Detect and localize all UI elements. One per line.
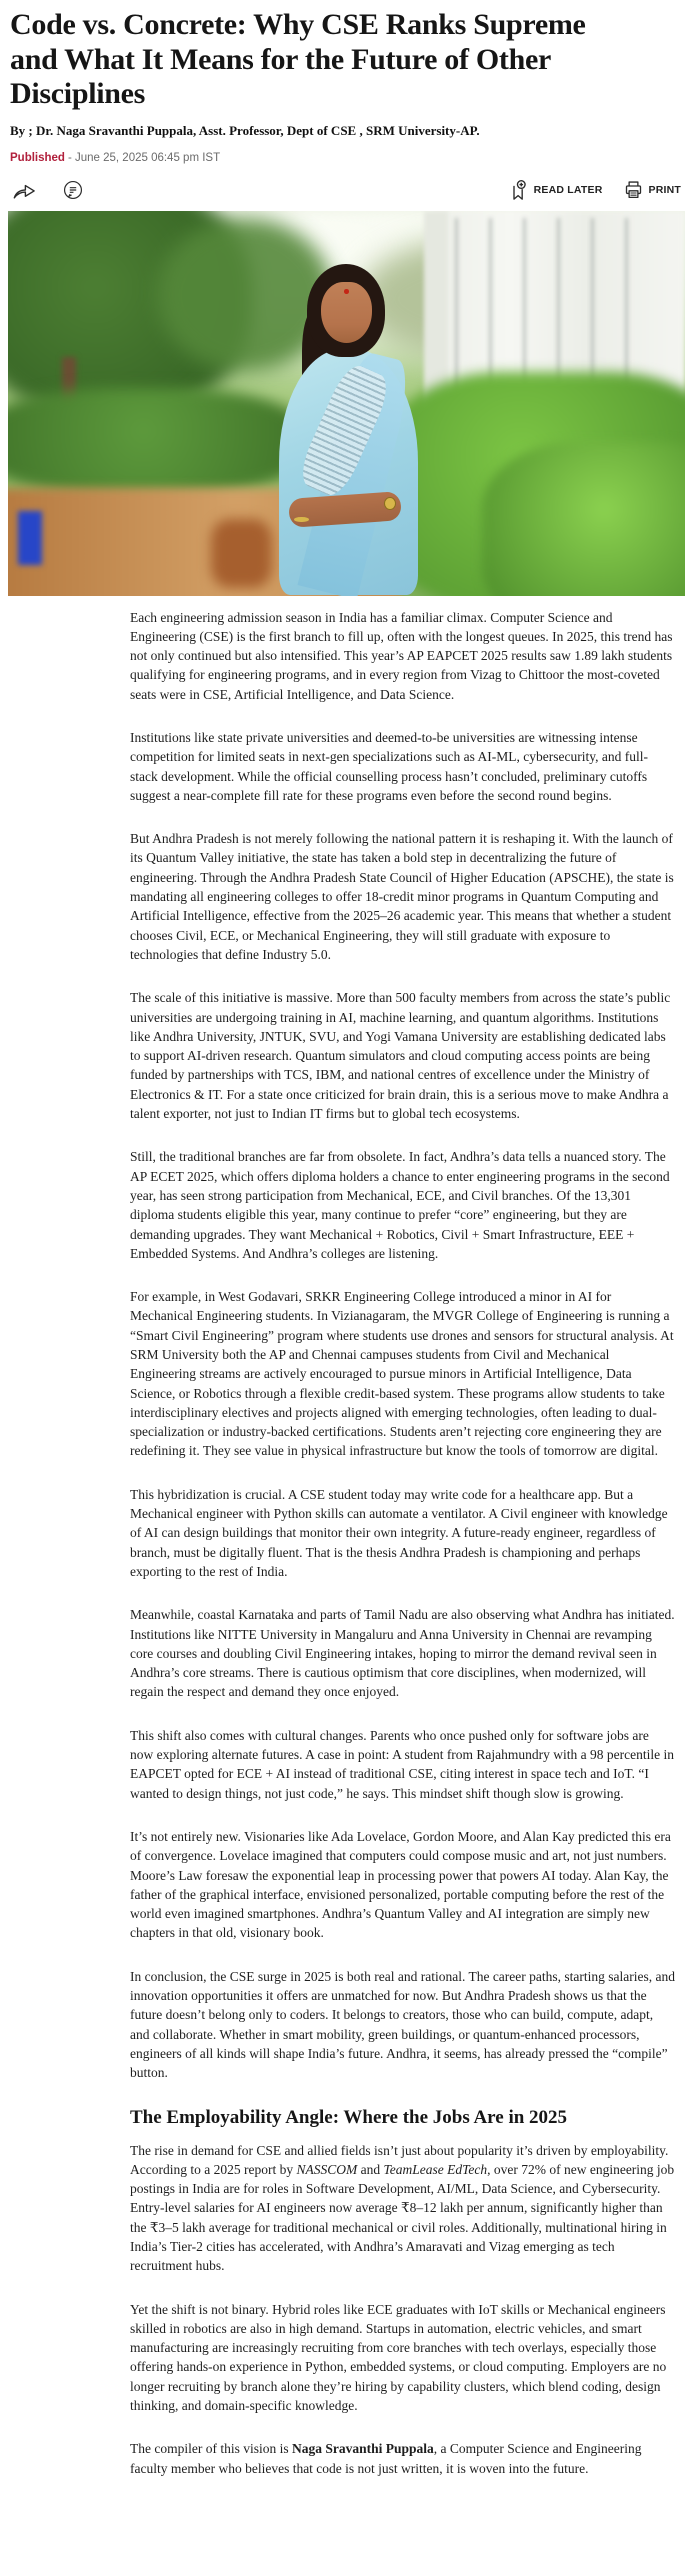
article-paragraph: But Andhra Pradesh is not merely following the national pattern it is reshaping it. With the launch of its Quantum Valley initiative, the state has taken a bold step in decentralizing the future of engineering. Through the Andhra Pradesh State Council of Higher Education (APSCHE), the state is mandating all engineering colleges to offer 18-credit minor programs in Quantum Computing and Artificial Intelligence, effective from the 2025–26 academic year. This means that whether a student chooses Civil, ECE, or Mechanical Engineering, they will still graduate with exposure to technologies that define Industry 5.0. — [130, 831, 674, 962]
share-icon — [12, 179, 36, 201]
bookmark-plus-icon — [509, 179, 529, 201]
printer-icon — [623, 179, 644, 200]
hero-image — [8, 211, 685, 596]
article-paragraphs-after — [130, 2141, 675, 2478]
photo-subject-bangle — [294, 517, 309, 522]
article-paragraph: Meanwhile, coastal Karnataka and parts of Tamil Nadu are also observing what Andhra has initiated. Institutions like NITTE University in Mangaluru and Anna University in Chennai are revamping core courses and doubling Civil Engineering intakes, hoping to mirror the demand revival seen in Andhra’s core streams. There is cautious optimism that core disciplines, when modernized, will regain the respect and demand they once enjoyed. — [130, 1607, 675, 1700]
read-later-button[interactable] — [509, 179, 603, 201]
article-paragraph: The scale of this initiative is massive. More than 500 faculty members from across the state’s public universities are undergoing training in AI, machine learning, and quantum algorithms. Institutions like Andhra University, JNTUK, SVU, and Yogi Vamana University are establishing dedicated labs to support AI-driven research. Quantum simulators and cloud computing access points are being funded by partnerships with TCS, IBM, and national centres of excellence under the Ministry of Electronics & IT. For a state once criticized for brain drain, this is a serious move to make Andhra a talent exporter, not just to Indian IT firms but to global tech ecosystems. — [130, 990, 671, 1122]
photo-blue-object — [18, 511, 42, 565]
photo-hedge — [8, 388, 306, 496]
article-toolbar — [10, 174, 683, 207]
page-title: Code vs. Concrete: Why CSE Ranks Supreme and What It Means for the Future of Other Disciplines — [10, 8, 586, 110]
article-paragraph: The compiler of this vision is Naga Sravanthi Puppala, a Computer Science and Engineering faculty member who believes that code is not just written, it is woven into the future. — [130, 2441, 642, 2476]
article-paragraph: This shift also comes with cultural changes. Parents who once pushed only for software jobs are now exploring alternate futures. A case in point: A student from Rajahmundry with a 98 percentile in EAPCET opted for ECE + AI instead of traditional CSE, citing interest in space tech and IoT. “I wanted to design things, not just code,” he says. This mindset shift though slow is growing. — [130, 1727, 675, 1801]
article-paragraph: Institutions like state private universities and deemed-to-be universities are witnessing intense competition for limited seats in next-gen specializations such as AI-ML, cybersecurity, and full-stack development. While the official counselling process hasn’t concluded, preliminary cutoffs suggest a near-complete fill rate for these programs even before the second round begins. — [130, 729, 648, 803]
article-paragraph: Still, the traditional branches are far from obsolete. In fact, Andhra’s data tells a nuanced story. The AP ECET 2025, which offers diploma holders a chance to enter engineering programs in the second year, has seen strong participation from Mechanical, ECE, and Civil branches. Of the 13,301 diploma students eligible this year, many continue to prefer “core” engineering, but they are demanding upgrades. They want Mechanical + Robotics, Civil + Smart Infrastructure, EEE + Embedded Systems. And Andhra’s colleges are listening. — [130, 1149, 670, 1261]
article-paragraph: Yet the shift is not binary. Hybrid roles like ECE graduates with IoT skills or Mechanical engineers skilled in robotics are also in high demand. Startups in automation, electric vehicles, and smart manufacturing are increasingly recruiting from core branches with tech overlays, especially those offering hands-on experience in Python, embedded systems, or cloud computing. Employers are no longer recruiting by branch alone they’re hiring by capability clusters, which blend coding, design thinking, and domain-specific knowledge. — [130, 2301, 667, 2414]
article-header — [0, 0, 693, 207]
comments-icon — [62, 179, 84, 201]
print-label: PRINT — [648, 183, 681, 196]
toolbar-right — [509, 179, 681, 201]
article-paragraph: This hybridization is crucial. A CSE student today may write code for a healthcare app. But a Mechanical engineer with Python skills can automate a ventilator. A Civil engineer with knowledge of AI can design buildings that monitor their own integrity. A future-ready engineer, regardless of branch, must be digitally fluent. That is the thesis Andhra Pradesh is championing and perhaps exporting to the rest of India. — [130, 1486, 668, 1579]
published-line — [10, 152, 683, 164]
comments-button[interactable] — [62, 179, 84, 201]
article-paragraph: It’s not entirely new. Visionaries like Ada Lovelace, Gordon Moore, and Alan Kay predicted this era of convergence. Lovelace imagined that computers could compose music and art, not just numbers. Moore’s Law foresaw the exponential leap in processing power that powers AI today. Alan Kay, the father of the graphical interface, envisioned personalized, portable computing before the rest of the world even imagined smartphones. Andhra’s Quantum Valley and AI integration are simply new chapters in that old, visionary book. — [130, 1828, 671, 1941]
published-date: - June 25, 2025 06:45 pm IST — [67, 151, 221, 164]
read-later-label: READ LATER — [533, 183, 603, 196]
article-paragraph: In conclusion, the CSE surge in 2025 is both real and rational. The career paths, starting salaries, and innovation opportunities it offers are unmatched for now. But Andhra Pradesh shows us that the future doesn’t belong only to coders. It belongs to creators, those who can build, compute, adapt, and collaborate. Whether in smart mobility, green buildings, or quantum-enhanced processors, engineers of all kinds will shape India’s future. Andhra, it seems, has already pressed the “compile” button. — [130, 1968, 675, 2081]
article-paragraph: For example, in West Godavari, SRKR Engineering College introduced a minor in AI for Mechanical Engineering students. In Vizianagaram, the MVGR College of Engineering is running a “Smart Civil Engineering” program where students use drones and sensors for structural analysis. At SRM University both the AP and Chennai campuses students from Civil and Mechanical Engineering streams are actively encouraged to pursue minors in Artificial Intelligence, Data Science, or Robotics through a flexible credit-based system. These programs allow students to take interdisciplinary electives and projects aligned with emerging technologies, often leading to dual-specialization or industry-backed certifications. Students aren’t rejecting core engineering they are redefining it. They see value in physical infrastructure but know the tools of tomorrow are digital. — [130, 1289, 674, 1459]
article-paragraph: The rise in demand for CSE and allied fields isn’t just about popularity it’s driven by employability. According to a 2025 report by NASSCOM and TeamLease EdTech, over 72% of new engineering job postings in India are for roles in Software Development, AI/ML, Data Science, and Cybersecurity. Entry-level salaries for AI engineers now average ₹8–12 lakh per annum, significantly higher than the ₹3–5 lakh average for traditional mechanical or civil roles. Additionally, multinational hiring in India’s Tier-2 cities has accelerated, with Andhra’s Amaravati and Vizag emerging as tech recruitment hubs. — [130, 2142, 675, 2274]
share-button[interactable] — [12, 179, 36, 201]
section-subheading: The Employability Angle: Where the Jobs Are in 2025 — [130, 2106, 568, 2128]
print-button[interactable] — [623, 179, 682, 200]
byline: By ; Dr. Naga Sravanthi Puppala, Asst. Professor, Dept of CSE , SRM University-AP. — [10, 122, 480, 138]
published-label: Published — [10, 151, 65, 164]
article-paragraph: Each engineering admission season in India has a familiar climax. Computer Science and Engineering (CSE) is the first branch to fill up, often with the longest queues. In 2025, this trend has not only continued but also intensified. This year’s AP EAPCET 2025 results saw 1.89 lakh students qualifying for engineering programs, and in every region from Vizag to Chittoor the most-coveted seats were in CSE, Artificial Intelligence, and Data Science. — [130, 609, 673, 702]
article-body — [0, 606, 693, 2478]
photo-plant-pot — [211, 519, 272, 588]
toolbar-left — [12, 179, 84, 201]
photo-hedge — [482, 442, 685, 596]
article-paragraphs-before — [130, 608, 675, 2083]
